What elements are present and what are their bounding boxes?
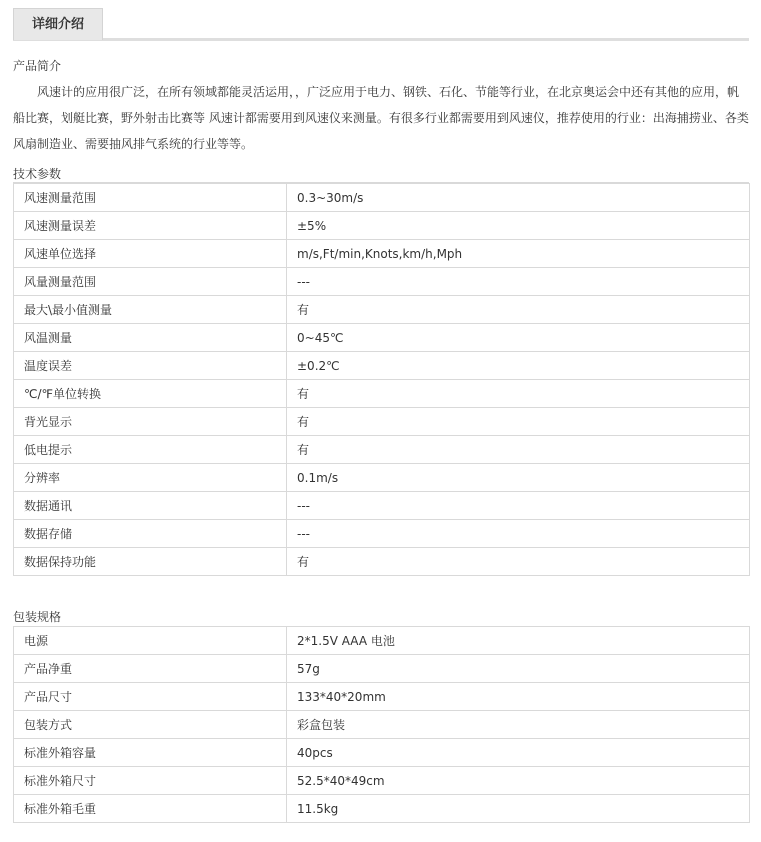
tech-params-row — [14, 548, 750, 576]
tech-params-row — [14, 408, 750, 436]
packing-param-value: 52.5*40*49cm — [287, 767, 750, 795]
packing-param-name: 电源 — [14, 627, 287, 655]
tech-params-row — [14, 520, 750, 548]
packing-table — [13, 626, 750, 823]
tech-params-param-value: --- — [287, 492, 750, 520]
tech-params-row — [14, 268, 750, 296]
tech-params-param-value: 有 — [287, 408, 750, 436]
packing-param-value: 11.5kg — [287, 795, 750, 823]
tech-params-param-name: 分辨率 — [14, 464, 287, 492]
tech-params-param-value: 有 — [287, 296, 750, 324]
packing-row — [14, 739, 750, 767]
tech-params-param-name: 风速测量误差 — [14, 212, 287, 240]
tab-detail-intro[interactable]: 详细介绍 — [13, 8, 103, 40]
tech-params-param-name: ℃/℉单位转换 — [14, 380, 287, 408]
packing-param-value: 40pcs — [287, 739, 750, 767]
packing-param-name: 标准外箱容量 — [14, 739, 287, 767]
intro-text: 风速计的应用很广泛，在所有领域都能灵活运用，，广泛应用于电力、钢铁、石化、节能等行业，在北京奥运会中还有其他的应用，帆船比赛，划艇比赛，野外射击比赛等 风速计都需要用到风速仪来测量。有很多行业都需要用到风速仪，推荐使用的行业：出海捕捞业、各类风扇制造业、需要抽风排气系统的行业等等。 — [13, 85, 749, 151]
tech-params-param-value: 有 — [287, 436, 750, 464]
packing-row — [14, 711, 750, 739]
tech-params-param-value: 0~45℃ — [287, 324, 750, 352]
packing-param-value: 2*1.5V AAA 电池 — [287, 627, 750, 655]
tech-params-param-value: 0.1m/s — [287, 464, 750, 492]
tech-params-param-value: m/s,Ft/min,Knots,km/h,Mph — [287, 240, 750, 268]
tech-params-param-name: 数据存储 — [14, 520, 287, 548]
tech-params-row — [14, 184, 750, 212]
tech-params-param-value: ±5% — [287, 212, 750, 240]
packing-row — [14, 795, 750, 823]
tech-params-param-name: 数据通讯 — [14, 492, 287, 520]
packing-row — [14, 655, 750, 683]
intro-heading: 产品简介 — [13, 59, 62, 73]
tech-params-row — [14, 436, 750, 464]
tech-params-param-name: 温度误差 — [14, 352, 287, 380]
tech-params-row — [14, 324, 750, 352]
tech-params-param-value: --- — [287, 268, 750, 296]
tech-params-param-name: 低电提示 — [14, 436, 287, 464]
packing-row — [14, 683, 750, 711]
tech-params-param-value: 有 — [287, 380, 750, 408]
tech-params-param-name: 风速测量范围 — [14, 184, 287, 212]
packing-row — [14, 767, 750, 795]
packing-param-name: 标准外箱毛重 — [14, 795, 287, 823]
tech-params-table — [13, 183, 750, 576]
packing-row — [14, 627, 750, 655]
tech-params-row — [14, 352, 750, 380]
tech-params-heading: 技术参数 — [13, 167, 62, 181]
tech-params-param-name: 风温测量 — [14, 324, 287, 352]
tech-params-param-name: 风量测量范围 — [14, 268, 287, 296]
tech-params-param-name: 风速单位选择 — [14, 240, 287, 268]
tech-params-param-name: 背光显示 — [14, 408, 287, 436]
packing-param-value: 133*40*20mm — [287, 683, 750, 711]
tech-params-row — [14, 464, 750, 492]
tech-params-row — [14, 296, 750, 324]
tech-params-row — [14, 380, 750, 408]
tech-params-param-value: 0.3~30m/s — [287, 184, 750, 212]
packing-param-value: 彩盒包装 — [287, 711, 750, 739]
tech-params-param-value: 有 — [287, 548, 750, 576]
detail-tab-bar — [13, 8, 749, 41]
tech-params-row — [14, 212, 750, 240]
tech-params-row — [14, 492, 750, 520]
tech-params-param-value: --- — [287, 520, 750, 548]
tech-params-row — [14, 240, 750, 268]
tech-params-param-name: 最大\最小值测量 — [14, 296, 287, 324]
packing-heading: 包装规格 — [13, 610, 62, 624]
tech-params-param-value: ±0.2℃ — [287, 352, 750, 380]
tech-params-param-name: 数据保持功能 — [14, 548, 287, 576]
packing-param-name: 产品净重 — [14, 655, 287, 683]
packing-param-name: 包装方式 — [14, 711, 287, 739]
packing-param-name: 产品尺寸 — [14, 683, 287, 711]
packing-param-value: 57g — [287, 655, 750, 683]
packing-param-name: 标准外箱尺寸 — [14, 767, 287, 795]
